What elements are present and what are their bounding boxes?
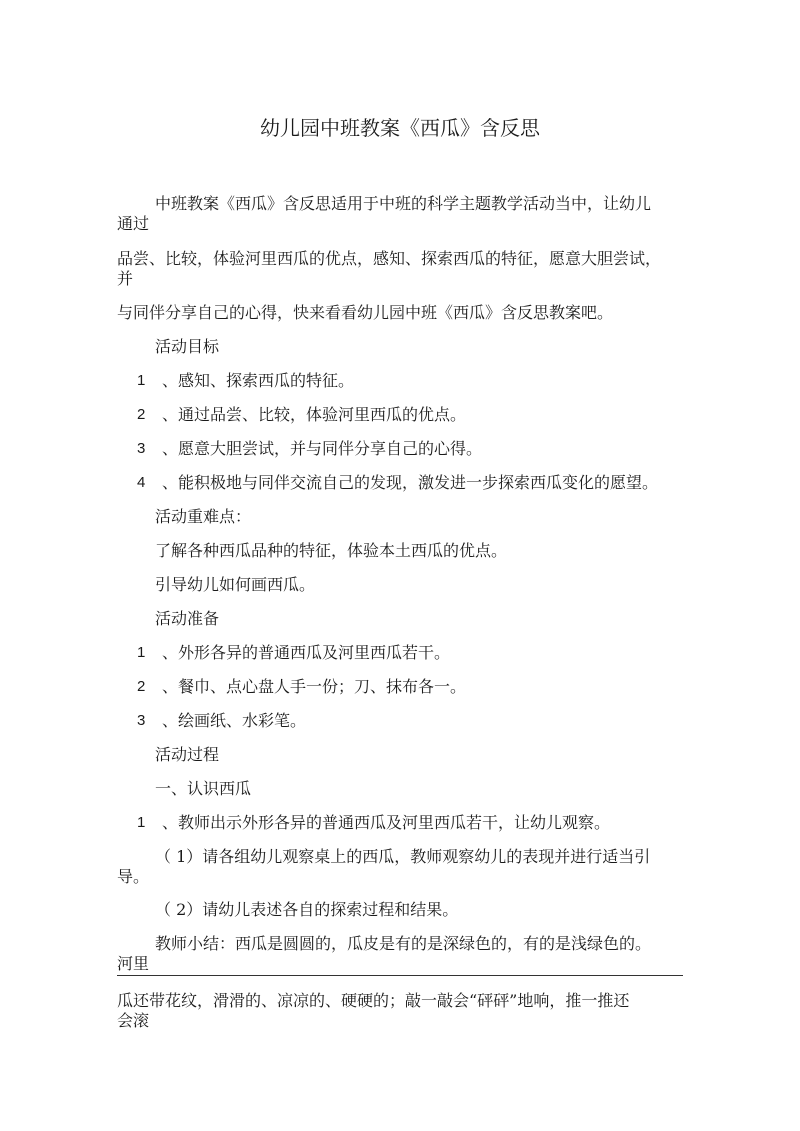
key-point-1: 了解各种西瓜品种的特征，体验本土西瓜的优点。 [155, 541, 508, 560]
key-point-2: 引导幼儿如何画西瓜。 [155, 575, 316, 594]
goal-1-text: 、感知、探索西瓜的特征。 [162, 371, 355, 390]
process-section-1: 一、认识西瓜 [155, 779, 252, 798]
goal-1-number: 1 [137, 372, 146, 389]
prep-3-number: 3 [137, 712, 146, 729]
document-title: 幼儿园中班教案《西瓜》含反思 [260, 116, 540, 140]
intro-line-1: 中班教案《西瓜》含反思适用于中班的科学主题教学活动当中，让幼儿 [155, 194, 652, 213]
prep-1-text: 、外形各异的普通西瓜及河里西瓜若干。 [162, 643, 451, 662]
goals-heading: 活动目标 [155, 337, 220, 356]
process-step-1-text: 、教师出示外形各异的普通西瓜及河里西瓜若干，让幼儿观察。 [162, 813, 611, 832]
page-divider-line [117, 975, 683, 976]
goal-2-number: 2 [137, 406, 146, 423]
key-points-heading: 活动重难点： [155, 507, 252, 526]
process-continuation-wrap: 会滚 [117, 1011, 150, 1030]
goal-3-text: 、愿意大胆尝试，并与同伴分享自己的心得。 [162, 439, 483, 458]
intro-line-1-wrap: 通过 [117, 214, 150, 233]
goal-4-text: 、能积极地与同伴交流自己的发现，激发进一步探索西瓜变化的愿望。 [162, 473, 659, 492]
intro-line-2: 品尝、比较，体验河里西瓜的优点，感知、探索西瓜的特征，愿意大胆尝试， [117, 249, 662, 268]
process-summary-wrap: 河里 [117, 954, 150, 973]
process-summary: 教师小结：西瓜是圆圆的，瓜皮是有的是深绿色的，有的是浅绿色的。 [155, 934, 652, 953]
intro-line-3: 与同伴分享自己的心得，快来看看幼儿园中班《西瓜》含反思教案吧。 [117, 303, 614, 322]
goal-2-text: 、通过品尝、比较，体验河里西瓜的优点。 [162, 405, 467, 424]
preparation-heading: 活动准备 [155, 609, 220, 628]
process-step-1-number: 1 [137, 814, 146, 831]
prep-2-text: 、餐巾、点心盘人手一份；刀、抹布各一。 [162, 677, 467, 696]
goal-3-number: 3 [137, 440, 146, 457]
process-continuation: 瓜还带花纹，滑滑的、凉凉的、硬硬的；敲一敲会“砰砰”地响，推一推还 [117, 991, 630, 1010]
process-sub-1: （ 1）请各组幼儿观察桌上的西瓜，教师观察幼儿的表现并进行适当引 [155, 847, 651, 866]
process-sub-2: （ 2）请幼儿表述各自的探索过程和结果。 [155, 900, 459, 919]
prep-2-number: 2 [137, 678, 146, 695]
intro-line-2-wrap: 并 [117, 269, 134, 288]
process-heading: 活动过程 [155, 745, 220, 764]
process-sub-1-wrap: 导。 [117, 867, 150, 886]
prep-3-text: 、绘画纸、水彩笔。 [162, 711, 307, 730]
goal-4-number: 4 [137, 474, 146, 491]
prep-1-number: 1 [137, 644, 146, 661]
